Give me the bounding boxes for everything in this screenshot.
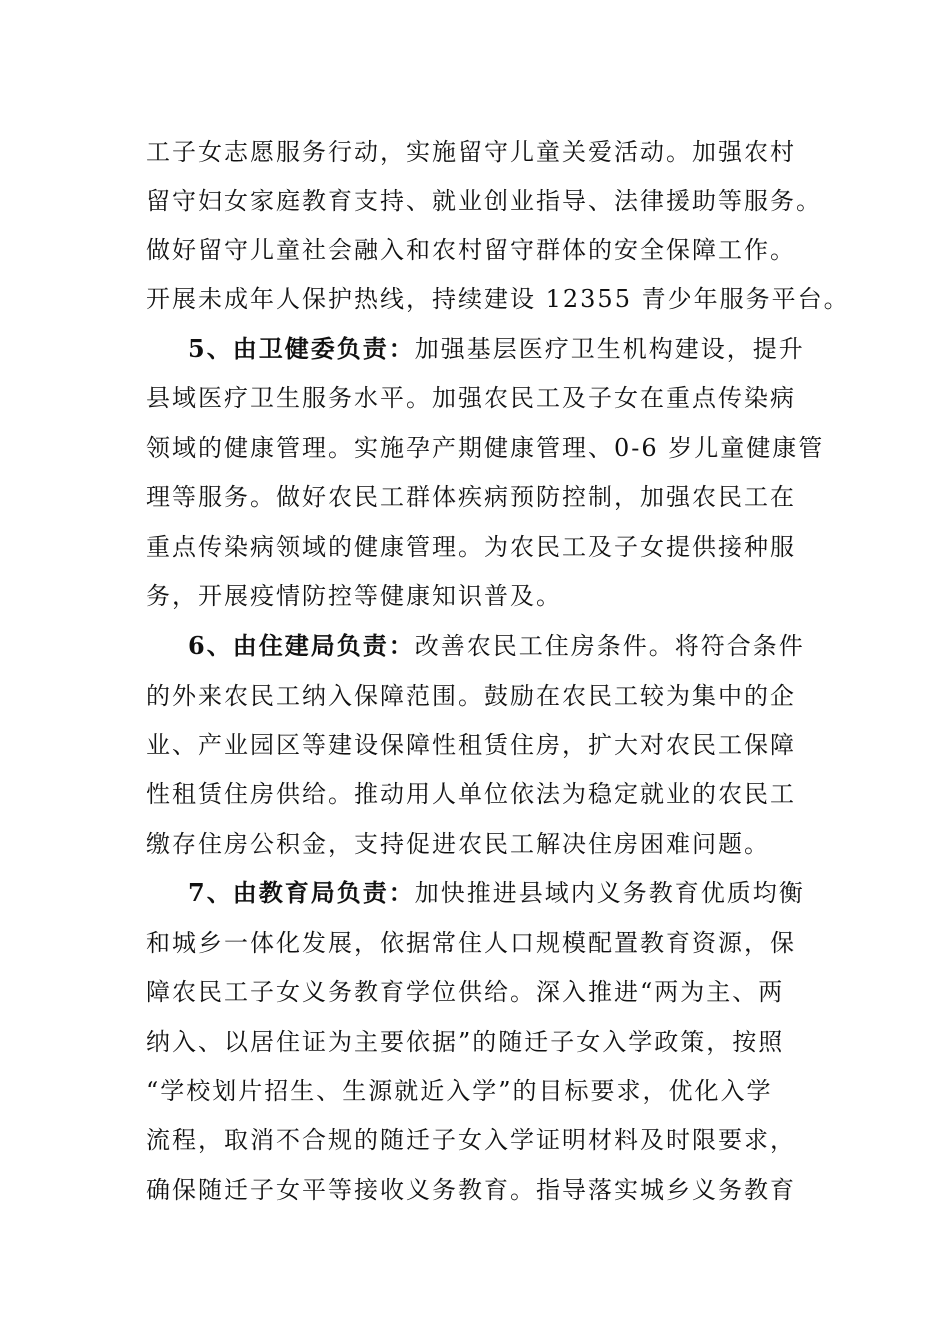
paragraph-first-line — [188, 626, 868, 666]
text-line: 工子女志愿服务行动，实施留守儿童关爱活动。加强农村 — [146, 138, 796, 166]
text-line: 和城乡一体化发展，依据常住人口规模配置教育资源，保 — [146, 929, 796, 957]
text-line: 业、产业园区等建设保障性租赁住房，扩大对农民工保障 — [146, 731, 796, 759]
text-line: 开展未成年人保护热线，持续建设 12355 青少年服务平台。 — [146, 285, 850, 313]
paragraph-first-line — [188, 873, 868, 913]
text-line: 的外来农民工纳入保障范围。鼓励在农民工较为集中的企 — [146, 682, 796, 710]
text-line: 重点传染病领域的健康管理。为农民工及子女提供接种服 — [146, 533, 796, 561]
section-heading: 5、由卫健委负责： — [188, 334, 415, 363]
text-line: 确保随迁子女平等接收义务教育。指导落实城乡义务教育 — [146, 1176, 796, 1204]
paragraph-first-line — [188, 329, 868, 369]
text-line: 障农民工子女义务教育学位供给。深入推进“两为主、两 — [146, 978, 785, 1006]
text-line: “学校划片招生、生源就近入学”的目标要求，优化入学 — [146, 1077, 773, 1105]
text-line: 性租赁住房供给。推动用人单位依法为稳定就业的农民工 — [146, 780, 796, 808]
section-text: 加快推进县域内义务教育优质均衡 — [414, 879, 805, 907]
text-line: 务，开展疫情防控等健康知识普及。 — [146, 582, 562, 610]
section-heading: 6、由住建局负责： — [188, 631, 415, 660]
section-heading: 7、由教育局负责： — [188, 878, 415, 907]
text-line: 缴存住房公积金，支持促进农民工解决住房困难问题。 — [146, 830, 770, 858]
text-line: 留守妇女家庭教育支持、就业创业指导、法律援助等服务。 — [146, 187, 822, 215]
text-line: 流程，取消不合规的随迁子女入学证明材料及时限要求， — [146, 1126, 796, 1154]
text-line: 县域医疗卫生服务水平。加强农民工及子女在重点传染病 — [146, 384, 796, 412]
text-line: 领域的健康管理。实施孕产期健康管理、0-6 岁儿童健康管 — [146, 434, 825, 462]
text-line: 理等服务。做好农民工群体疾病预防控制，加强农民工在 — [146, 483, 796, 511]
section-text: 加强基层医疗卫生机构建设，提升 — [414, 335, 805, 363]
text-line: 做好留守儿童社会融入和农村留守群体的安全保障工作。 — [146, 236, 796, 264]
text-line: 纳入、以居住证为主要依据”的随迁子女入学政策，按照 — [146, 1028, 785, 1056]
section-text: 改善农民工住房条件。将符合条件 — [414, 632, 805, 660]
